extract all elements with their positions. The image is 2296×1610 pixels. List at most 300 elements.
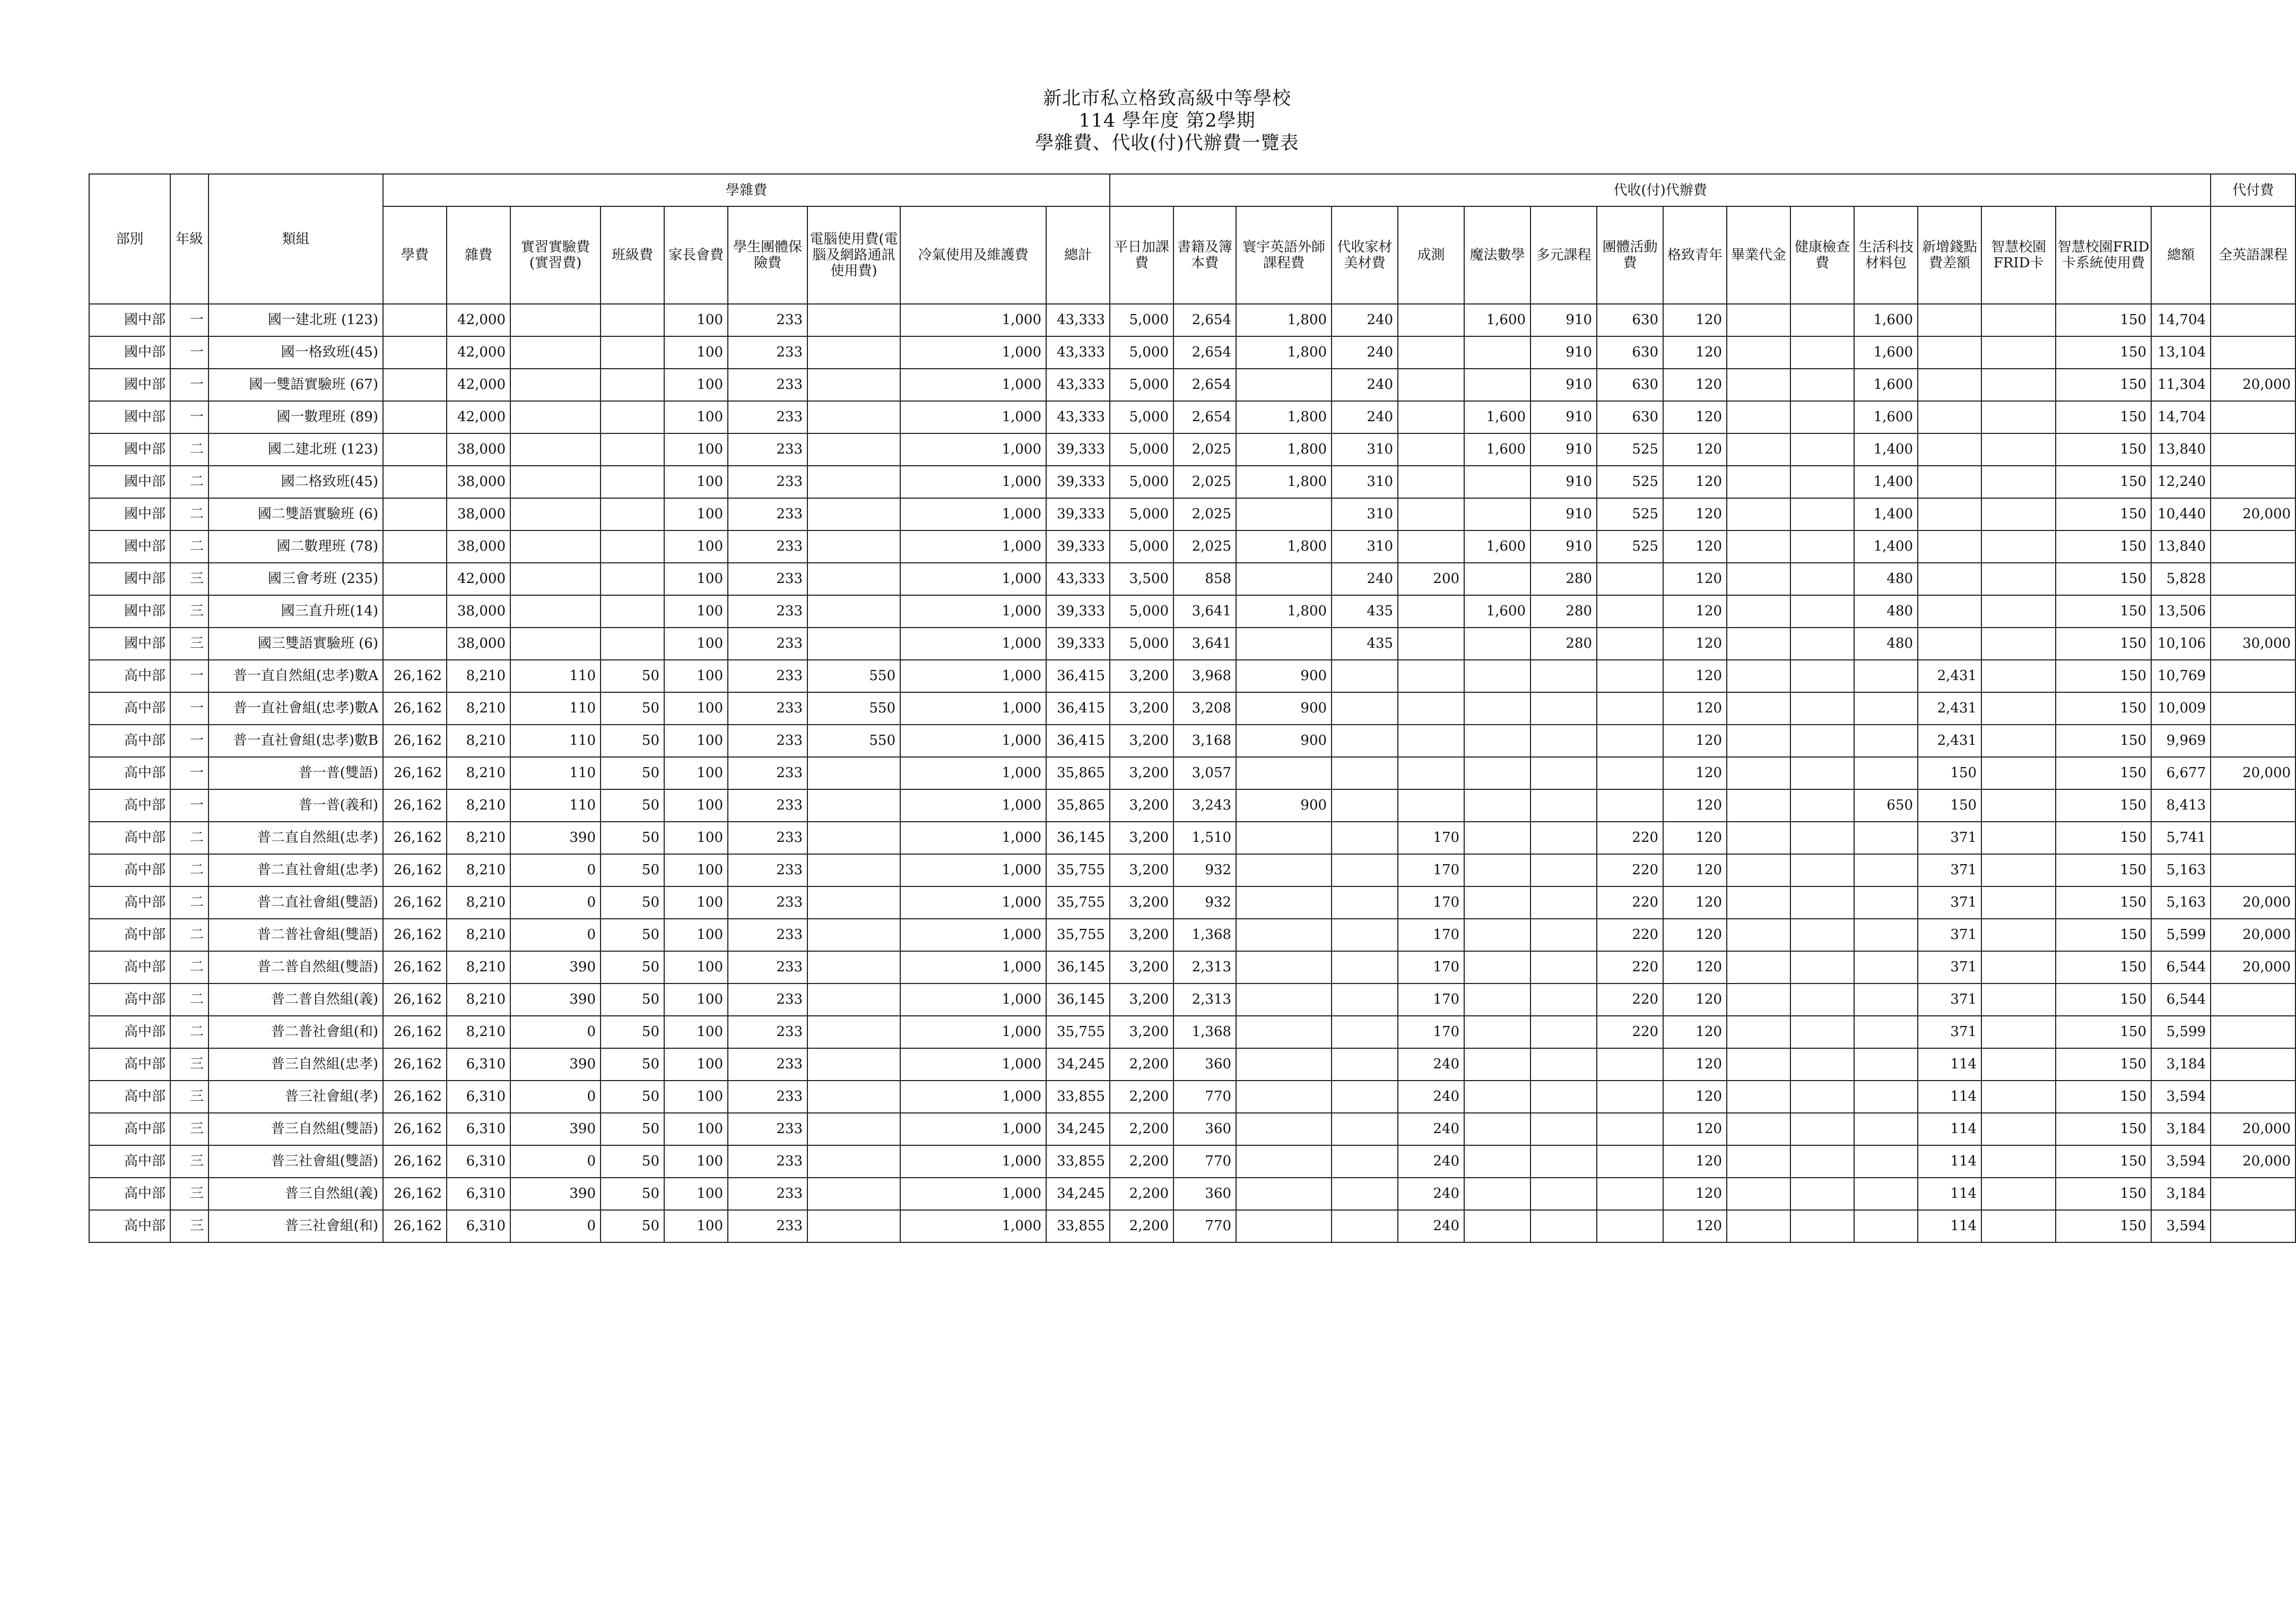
table-cell: 國中部 (89, 336, 170, 369)
table-cell: 二 (170, 498, 208, 530)
table-cell (1332, 789, 1398, 822)
table-cell (2211, 822, 2295, 854)
table-cell: 550 (807, 725, 900, 757)
table-cell: 233 (728, 660, 807, 692)
table-cell: 1,000 (900, 1145, 1046, 1178)
table-cell: 6,310 (447, 1178, 510, 1210)
col-header: 寰宇英語外師課程費 (1236, 206, 1332, 304)
table-cell: 34,245 (1046, 1048, 1110, 1081)
table-cell (1530, 725, 1597, 757)
table-cell (1464, 1016, 1530, 1048)
table-cell (1790, 498, 1854, 530)
table-cell (1398, 433, 1464, 466)
table-cell: 35,865 (1046, 789, 1110, 822)
table-cell (1332, 1081, 1398, 1113)
table-cell: 240 (1332, 304, 1398, 336)
table-cell: 233 (728, 886, 807, 919)
table-cell: 150 (2056, 757, 2151, 789)
table-cell: 170 (1398, 984, 1464, 1016)
table-cell (383, 498, 447, 530)
table-cell (807, 1048, 900, 1081)
table-cell: 240 (1398, 1113, 1464, 1145)
table-cell: 一 (170, 660, 208, 692)
table-cell: 150 (2056, 1210, 2151, 1242)
table-cell (807, 1178, 900, 1210)
table-cell: 150 (2056, 369, 2151, 401)
table-row (89, 725, 2295, 757)
table-cell: 110 (510, 660, 601, 692)
table-cell: 普一普(義和) (208, 789, 383, 822)
col-header: 實習實驗費(實習費) (510, 206, 601, 304)
table-cell: 390 (510, 822, 601, 854)
table-cell (1530, 886, 1597, 919)
table-cell: 150 (2056, 854, 2151, 886)
table-cell: 100 (664, 433, 728, 466)
table-cell: 1,000 (900, 951, 1046, 984)
table-cell: 普二普自然組(義) (208, 984, 383, 1016)
table-cell (1918, 304, 1981, 336)
table-cell (1727, 563, 1790, 595)
table-cell: 240 (1398, 1145, 1464, 1178)
header-group-row (89, 174, 2295, 206)
table-cell: 二 (170, 984, 208, 1016)
table-cell: 2,025 (1173, 498, 1236, 530)
table-cell (1854, 1016, 1918, 1048)
table-row (89, 563, 2295, 595)
table-cell: 1,000 (900, 1113, 1046, 1145)
table-cell (807, 628, 900, 660)
table-cell (2211, 401, 2295, 433)
col-header: 家長會費 (664, 206, 728, 304)
table-cell: 高中部 (89, 1178, 170, 1210)
table-cell: 1,000 (900, 725, 1046, 757)
table-cell: 1,000 (900, 854, 1046, 886)
table-cell (383, 466, 447, 498)
table-cell: 280 (1530, 595, 1597, 628)
table-cell: 120 (1663, 530, 1727, 563)
table-cell: 120 (1663, 466, 1727, 498)
table-cell: 8,210 (447, 919, 510, 951)
table-cell (1918, 466, 1981, 498)
table-cell (1790, 336, 1854, 369)
table-cell: 120 (1663, 886, 1727, 919)
table-cell: 50 (601, 854, 664, 886)
table-cell (1854, 1145, 1918, 1178)
table-row (89, 466, 2295, 498)
table-cell: 普三自然組(忠孝) (208, 1048, 383, 1081)
table-cell (1332, 822, 1398, 854)
table-cell (807, 1145, 900, 1178)
table-cell: 8,210 (447, 757, 510, 789)
table-cell: 國中部 (89, 498, 170, 530)
table-cell: 2,200 (1110, 1210, 1173, 1242)
table-cell: 100 (664, 919, 728, 951)
table-cell: 國三會考班 (235) (208, 563, 383, 595)
table-cell: 480 (1854, 595, 1918, 628)
table-cell: 858 (1173, 563, 1236, 595)
table-cell: 0 (510, 1145, 601, 1178)
table-cell: 國一建北班 (123) (208, 304, 383, 336)
table-cell (1236, 1081, 1332, 1113)
table-cell (1981, 919, 2056, 951)
table-cell: 11,304 (2151, 369, 2211, 401)
table-cell (1790, 1048, 1854, 1081)
table-cell (1854, 1048, 1918, 1081)
table-cell: 國中部 (89, 369, 170, 401)
col-header: 類組 (208, 174, 383, 304)
table-cell: 932 (1173, 854, 1236, 886)
table-cell: 220 (1597, 951, 1663, 984)
table-cell: 普二直社會組(雙語) (208, 886, 383, 919)
table-cell (1464, 1081, 1530, 1113)
table-cell: 35,755 (1046, 919, 1110, 951)
table-cell: 150 (2056, 1048, 2151, 1081)
table-cell: 43,333 (1046, 304, 1110, 336)
table-cell: 150 (2056, 660, 2151, 692)
table-cell: 2,200 (1110, 1081, 1173, 1113)
table-cell (1854, 1113, 1918, 1145)
table-cell: 高中部 (89, 789, 170, 822)
table-cell: 43,333 (1046, 369, 1110, 401)
table-cell (807, 951, 900, 984)
table-cell: 26,162 (383, 757, 447, 789)
table-cell (2211, 854, 2295, 886)
table-cell (1464, 822, 1530, 854)
table-cell: 233 (728, 1048, 807, 1081)
table-cell: 310 (1332, 498, 1398, 530)
table-cell: 910 (1530, 433, 1597, 466)
table-cell: 1,000 (900, 498, 1046, 530)
table-cell: 1,600 (1464, 401, 1530, 433)
table-cell (1854, 1081, 1918, 1113)
table-cell (1981, 886, 2056, 919)
table-cell: 390 (510, 1048, 601, 1081)
table-cell: 120 (1663, 1048, 1727, 1081)
table-cell: 371 (1918, 951, 1981, 984)
table-cell: 910 (1530, 369, 1597, 401)
table-cell: 3,200 (1110, 984, 1173, 1016)
table-cell (807, 498, 900, 530)
table-cell (510, 530, 601, 563)
table-cell (1332, 692, 1398, 725)
table-cell: 26,162 (383, 984, 447, 1016)
table-cell: 1,000 (900, 1081, 1046, 1113)
col-header: 健康檢查費 (1790, 206, 1854, 304)
table-cell (601, 530, 664, 563)
table-cell (1790, 1081, 1854, 1113)
table-cell: 150 (2056, 822, 2151, 854)
table-cell: 50 (601, 1210, 664, 1242)
table-cell: 高中部 (89, 1113, 170, 1145)
table-cell (1398, 757, 1464, 789)
table-cell: 三 (170, 1178, 208, 1210)
table-cell: 233 (728, 1178, 807, 1210)
table-cell (1790, 466, 1854, 498)
table-cell: 233 (728, 595, 807, 628)
table-cell (1854, 951, 1918, 984)
table-cell: 一 (170, 692, 208, 725)
table-cell (1530, 1113, 1597, 1145)
table-cell (2211, 595, 2295, 628)
table-cell: 1,368 (1173, 1016, 1236, 1048)
table-cell: 3,184 (2151, 1048, 2211, 1081)
table-cell (1398, 660, 1464, 692)
table-cell: 240 (1398, 1081, 1464, 1113)
table-cell (1981, 1048, 2056, 1081)
table-cell: 國中部 (89, 628, 170, 660)
table-cell: 3,200 (1110, 886, 1173, 919)
table-cell: 100 (664, 725, 728, 757)
col-header: 代收家材美材費 (1332, 206, 1398, 304)
table-cell: 3,184 (2151, 1113, 2211, 1145)
table-cell: 8,210 (447, 692, 510, 725)
table-cell: 14,704 (2151, 304, 2211, 336)
group-header-tuition: 學雜費 (383, 174, 1110, 206)
table-cell (1530, 1145, 1597, 1178)
table-cell: 220 (1597, 822, 1663, 854)
table-cell: 3,200 (1110, 725, 1173, 757)
table-cell (807, 595, 900, 628)
table-cell: 國二格致班(45) (208, 466, 383, 498)
table-cell: 38,000 (447, 530, 510, 563)
col-header: 全英語課程 (2211, 206, 2295, 304)
table-cell (1530, 919, 1597, 951)
table-cell: 770 (1173, 1145, 1236, 1178)
table-cell: 10,009 (2151, 692, 2211, 725)
col-header: 魔法數學 (1464, 206, 1530, 304)
table-cell: 高中部 (89, 725, 170, 757)
table-cell (1236, 369, 1332, 401)
col-header: 成測 (1398, 206, 1464, 304)
table-cell (1790, 951, 1854, 984)
table-cell: 50 (601, 1081, 664, 1113)
table-cell: 20,000 (2211, 1145, 2295, 1178)
table-cell: 120 (1663, 401, 1727, 433)
table-cell (2211, 304, 2295, 336)
table-row (89, 1048, 2295, 1081)
table-cell: 1,600 (1854, 401, 1918, 433)
table-cell (807, 433, 900, 466)
table-cell: 120 (1663, 1145, 1727, 1178)
table-row (89, 951, 2295, 984)
table-cell: 50 (601, 757, 664, 789)
table-cell: 170 (1398, 886, 1464, 919)
table-cell: 5,000 (1110, 595, 1173, 628)
table-cell: 20,000 (2211, 951, 2295, 984)
table-cell (2211, 336, 2295, 369)
table-cell: 8,210 (447, 854, 510, 886)
table-cell: 550 (807, 660, 900, 692)
table-cell: 3,208 (1173, 692, 1236, 725)
table-row (89, 1210, 2295, 1242)
table-cell: 26,162 (383, 1016, 447, 1048)
col-header: 冷氣使用及維護費 (900, 206, 1046, 304)
table-cell: 100 (664, 1081, 728, 1113)
table-cell: 525 (1597, 530, 1663, 563)
table-cell: 普一普(雙語) (208, 757, 383, 789)
table-row (89, 984, 2295, 1016)
table-cell: 114 (1918, 1145, 1981, 1178)
col-header: 部別 (89, 174, 170, 304)
table-cell (2211, 466, 2295, 498)
table-cell: 36,145 (1046, 822, 1110, 854)
table-cell (1854, 919, 1918, 951)
table-cell: 35,865 (1046, 757, 1110, 789)
table-cell: 5,000 (1110, 498, 1173, 530)
table-cell: 普三自然組(雙語) (208, 1113, 383, 1145)
table-cell: 3,200 (1110, 919, 1173, 951)
table-cell: 233 (728, 789, 807, 822)
table-cell: 0 (510, 919, 601, 951)
table-cell (601, 336, 664, 369)
table-cell: 150 (2056, 1016, 2151, 1048)
table-cell (1790, 628, 1854, 660)
table-row (89, 886, 2295, 919)
table-cell: 3,200 (1110, 951, 1173, 984)
table-cell: 233 (728, 628, 807, 660)
table-row (89, 1178, 2295, 1210)
table-cell: 1,800 (1236, 466, 1332, 498)
table-cell (1727, 628, 1790, 660)
table-row (89, 530, 2295, 563)
table-cell: 1,368 (1173, 919, 1236, 951)
table-cell (807, 984, 900, 1016)
table-cell: 120 (1663, 757, 1727, 789)
table-cell: 170 (1398, 822, 1464, 854)
table-cell (1854, 854, 1918, 886)
table-cell: 910 (1530, 401, 1597, 433)
table-cell (1530, 1178, 1597, 1210)
table-cell: 100 (664, 1210, 728, 1242)
table-cell: 39,333 (1046, 595, 1110, 628)
table-cell: 110 (510, 757, 601, 789)
table-cell: 100 (664, 1178, 728, 1210)
table-cell (1464, 984, 1530, 1016)
table-cell (1464, 886, 1530, 919)
table-cell: 1,000 (900, 336, 1046, 369)
table-cell (1530, 692, 1597, 725)
table-cell: 5,000 (1110, 401, 1173, 433)
table-row (89, 757, 2295, 789)
table-cell (1918, 563, 1981, 595)
table-cell: 26,162 (383, 1113, 447, 1145)
table-cell: 38,000 (447, 498, 510, 530)
table-cell (1597, 789, 1663, 822)
table-cell: 高中部 (89, 757, 170, 789)
table-cell (1464, 692, 1530, 725)
table-cell: 3,641 (1173, 595, 1236, 628)
table-cell: 43,333 (1046, 401, 1110, 433)
table-row (89, 401, 2295, 433)
table-cell: 1,400 (1854, 466, 1918, 498)
table-cell: 240 (1398, 1178, 1464, 1210)
table-cell (1727, 951, 1790, 984)
table-cell: 6,544 (2151, 951, 2211, 984)
table-cell: 36,145 (1046, 984, 1110, 1016)
table-cell (1981, 1145, 2056, 1178)
table-cell: 50 (601, 725, 664, 757)
table-cell: 120 (1663, 628, 1727, 660)
table-cell (2211, 1210, 2295, 1242)
table-cell (1597, 692, 1663, 725)
table-cell (807, 919, 900, 951)
table-cell: 26,162 (383, 1081, 447, 1113)
table-cell: 910 (1530, 466, 1597, 498)
table-cell: 8,210 (447, 660, 510, 692)
table-cell (807, 530, 900, 563)
table-cell: 360 (1173, 1048, 1236, 1081)
table-cell: 2,200 (1110, 1145, 1173, 1178)
table-cell: 3,200 (1110, 822, 1173, 854)
table-cell (1790, 1178, 1854, 1210)
table-cell: 13,840 (2151, 530, 2211, 563)
table-cell: 42,000 (447, 563, 510, 595)
table-cell: 900 (1236, 789, 1332, 822)
table-cell: 100 (664, 1016, 728, 1048)
table-cell: 三 (170, 595, 208, 628)
table-cell: 二 (170, 530, 208, 563)
table-cell (1597, 1210, 1663, 1242)
table-cell (1530, 789, 1597, 822)
table-cell (601, 304, 664, 336)
table-cell (1464, 660, 1530, 692)
table-cell: 150 (2056, 595, 2151, 628)
table-cell (1464, 628, 1530, 660)
table-row (89, 660, 2295, 692)
col-header: 格致青年 (1663, 206, 1727, 304)
table-cell: 240 (1398, 1048, 1464, 1081)
table-cell (1236, 1016, 1332, 1048)
table-cell (1236, 1145, 1332, 1178)
table-cell (1790, 1016, 1854, 1048)
school-name: 新北市私立格致高級中等學校 (1042, 88, 1291, 109)
table-cell: 26,162 (383, 1145, 447, 1178)
table-cell: 120 (1663, 433, 1727, 466)
table-cell (1790, 1210, 1854, 1242)
table-cell: 33,855 (1046, 1081, 1110, 1113)
table-cell (1790, 595, 1854, 628)
table-cell: 150 (2056, 1178, 2151, 1210)
table-cell: 26,162 (383, 951, 447, 984)
table-cell (1790, 854, 1854, 886)
table-cell (1464, 1210, 1530, 1242)
table-cell (383, 304, 447, 336)
table-cell: 8,210 (447, 951, 510, 984)
table-row (89, 498, 2295, 530)
table-cell (1790, 984, 1854, 1016)
table-cell: 3,200 (1110, 854, 1173, 886)
table-cell (601, 466, 664, 498)
table-cell: 3,500 (1110, 563, 1173, 595)
table-cell: 1,000 (900, 595, 1046, 628)
table-cell: 42,000 (447, 401, 510, 433)
table-cell (1727, 822, 1790, 854)
table-cell: 120 (1663, 1081, 1727, 1113)
table-row (89, 1113, 2295, 1145)
table-cell (1236, 1178, 1332, 1210)
table-cell (1981, 369, 2056, 401)
table-cell: 280 (1530, 563, 1597, 595)
table-cell: 1,600 (1464, 530, 1530, 563)
table-cell (807, 886, 900, 919)
table-cell: 150 (2056, 433, 2151, 466)
table-cell (1597, 725, 1663, 757)
col-header: 學費 (383, 206, 447, 304)
table-cell: 170 (1398, 919, 1464, 951)
table-cell: 高中部 (89, 886, 170, 919)
table-cell: 100 (664, 757, 728, 789)
table-cell: 1,000 (900, 563, 1046, 595)
